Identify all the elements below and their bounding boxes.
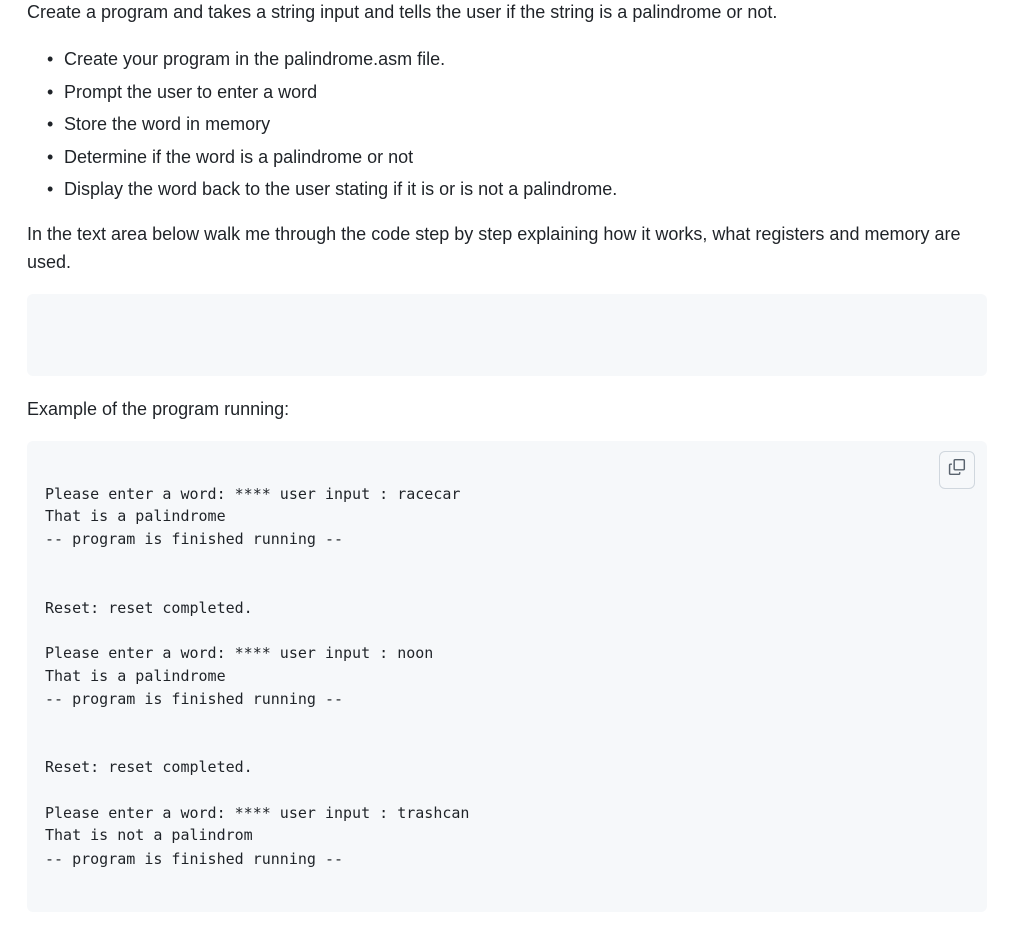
code-line: Please enter a word: **** user input : noon [45, 644, 434, 662]
code-line: -- program is finished running -- [45, 850, 344, 868]
code-line: Reset: reset completed. [45, 758, 253, 776]
task-item [27, 43, 617, 76]
task-item [27, 76, 617, 109]
code-line: Please enter a word: **** user input : racecar [45, 485, 461, 503]
walkthrough-instruction: In the text area below walk me through the code step by step explaining how it works, what registers and memory are used. [27, 224, 961, 272]
code-line: -- program is finished running -- [45, 530, 344, 548]
code-line: Please enter a word: **** user input : trashcan [45, 804, 470, 822]
example-output-code-block [27, 441, 987, 912]
task-text: Determine if the word is a palindrome or not [64, 146, 414, 167]
answer-text-area[interactable] [27, 294, 987, 376]
task-text: Store the word in memory [64, 114, 271, 134]
code-line: -- program is finished running -- [45, 690, 344, 708]
copy-button[interactable] [939, 451, 975, 489]
task-item [27, 173, 617, 206]
bullet-icon: • [47, 114, 54, 134]
code-line: That is a palindrome [45, 507, 226, 525]
copy-icon [948, 456, 966, 484]
code-line: That is not a palindrom [45, 826, 253, 844]
code-line: Reset: reset completed. [45, 599, 253, 617]
task-text: Display the word back to the user stating if it is or is not a palindrome. [64, 179, 618, 199]
task-text: Create your program in the palindrome.asm file. [64, 49, 446, 69]
task-list [27, 43, 617, 206]
bullet-icon: • [47, 81, 54, 102]
bullet-icon: • [47, 179, 54, 199]
bullet-icon: • [47, 49, 54, 69]
example-label: Example of the program running: [27, 399, 290, 419]
task-item [27, 141, 617, 174]
intro-text: Create a program and takes a string input and tells the user if the string is a palindrome or not. [27, 2, 778, 22]
code-line: That is a palindrome [45, 667, 226, 685]
bullet-icon: • [47, 146, 54, 167]
task-text: Prompt the user to enter a word [64, 81, 318, 102]
task-item [27, 108, 617, 141]
